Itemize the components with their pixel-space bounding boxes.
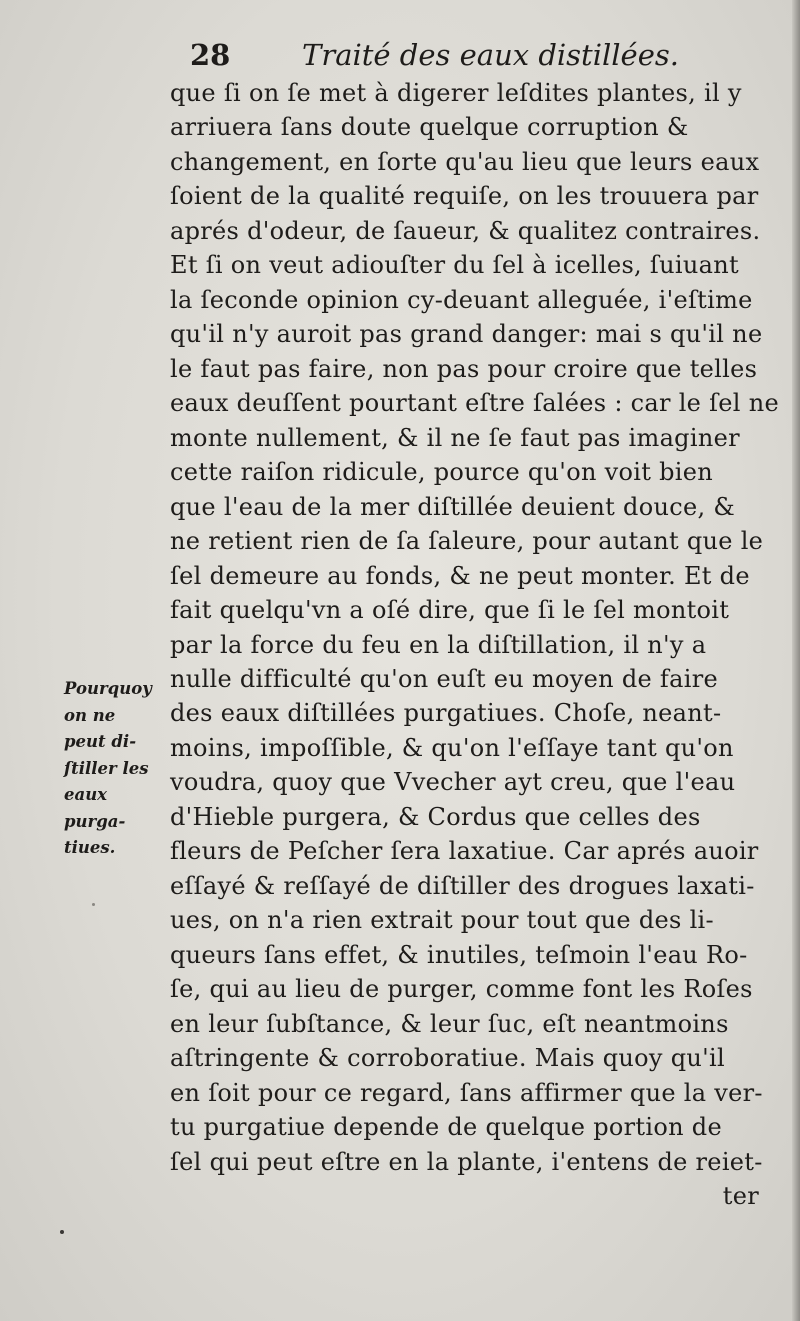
text-line: la ſeconde opinion cy-deuant alleguée, i'eſtime	[170, 285, 753, 314]
margin-note-line: ſtiller les	[64, 758, 149, 778]
text-line: changement, en ſorte qu'au lieu que leurs eaux	[170, 147, 760, 176]
text-line: monte nullement, & il ne ſe faut pas imaginer	[170, 423, 740, 452]
margin-note-line: on ne	[64, 705, 116, 725]
margin-note-line: purga-	[64, 811, 126, 831]
margin-note-line: eaux	[64, 785, 108, 804]
catchword: ter	[722, 1182, 759, 1210]
text-line: queurs ſans effet, & inutiles, teſmoin l'eau Ro-	[170, 940, 748, 969]
text-line: nulle difficulté qu'on euſt eu moyen de faire	[170, 664, 718, 693]
running-title: Traité des eaux distillées.	[302, 38, 679, 72]
text-line: aprés d'odeur, de ſaueur, & qualitez contraires.	[170, 216, 761, 245]
text-line: eſſayé & reſſayé de diſtiller des drogues laxati-	[170, 871, 755, 900]
text-line: ſel demeure au fonds, & ne peut monter. Et de	[170, 561, 750, 590]
text-line: Et ſi on veut adiouſter du ſel à icelles, ſuiuant	[170, 251, 739, 280]
ink-speck	[60, 1230, 64, 1234]
text-line: le faut pas faire, non pas pour croire que telles	[170, 354, 758, 383]
ink-speck	[92, 903, 95, 906]
margin-note-line: peut di-	[64, 732, 137, 751]
text-line: cette raiſon ridicule, pource qu'on voit bien	[170, 458, 713, 487]
page-number: 28	[190, 38, 231, 72]
text-line: d'Hieble purgera, & Cordus que celles des	[170, 802, 701, 831]
text-line: voudra, quoy que Vvecher ayt creu, que l'eau	[170, 768, 736, 797]
margin-note-line: Pourquoy	[64, 679, 152, 698]
text-line: fleurs de Peſcher ſera laxatiue. Car aprés auoir	[170, 837, 759, 866]
text-line: que l'eau de la mer diſtillée deuient douce, &	[170, 492, 735, 521]
text-line: aſtringente & corroboratiue. Mais quoy qu'il	[170, 1044, 725, 1073]
text-line: arriuera ſans doute quelque corruption &	[170, 113, 689, 142]
text-line: eaux deuſſent pourtant eſtre ſalées : car le ſel ne	[170, 389, 779, 418]
margin-note-line: tiues.	[64, 838, 116, 857]
text-line: en ſoit pour ce regard, ſans affirmer que la ver-	[170, 1078, 763, 1107]
body-text	[170, 76, 795, 1213]
text-line: ne retient rien de ſa ſaleure, pour autant que le	[170, 527, 764, 556]
text-line: tu purgatiue depende de quelque portion de	[170, 1113, 722, 1142]
text-line: ſoient de la qualité requiſe, on les trouuera par	[170, 182, 759, 211]
page-header	[190, 36, 790, 80]
text-line: qu'il n'y auroit pas grand danger: mai s qu'il ne	[170, 320, 763, 349]
margin-note	[64, 676, 164, 862]
text-line: fait quelqu'vn a oſé dire, que ſi le ſel montoit	[170, 596, 730, 625]
text-line: que ſi on ſe met à digerer leſdites plantes, il y	[170, 79, 742, 107]
text-line: des eaux diſtillées purgatiues. Choſe, neant-	[170, 699, 722, 728]
text-line: moins, impoſſible, & qu'on l'eſſaye tant qu'on	[170, 733, 734, 762]
text-line: ſe, qui au lieu de purger, comme font les Roſes	[170, 975, 753, 1004]
text-line: par la force du feu en la diſtillation, il n'y a	[170, 630, 707, 659]
text-line: ues, on n'a rien extrait pour tout que des li-	[170, 906, 714, 935]
text-line: en leur ſubſtance, & leur ſuc, eſt neantmoins	[170, 1009, 729, 1038]
text-line: ſel qui peut eſtre en la plante, i'entens de reiet-	[170, 1147, 763, 1176]
